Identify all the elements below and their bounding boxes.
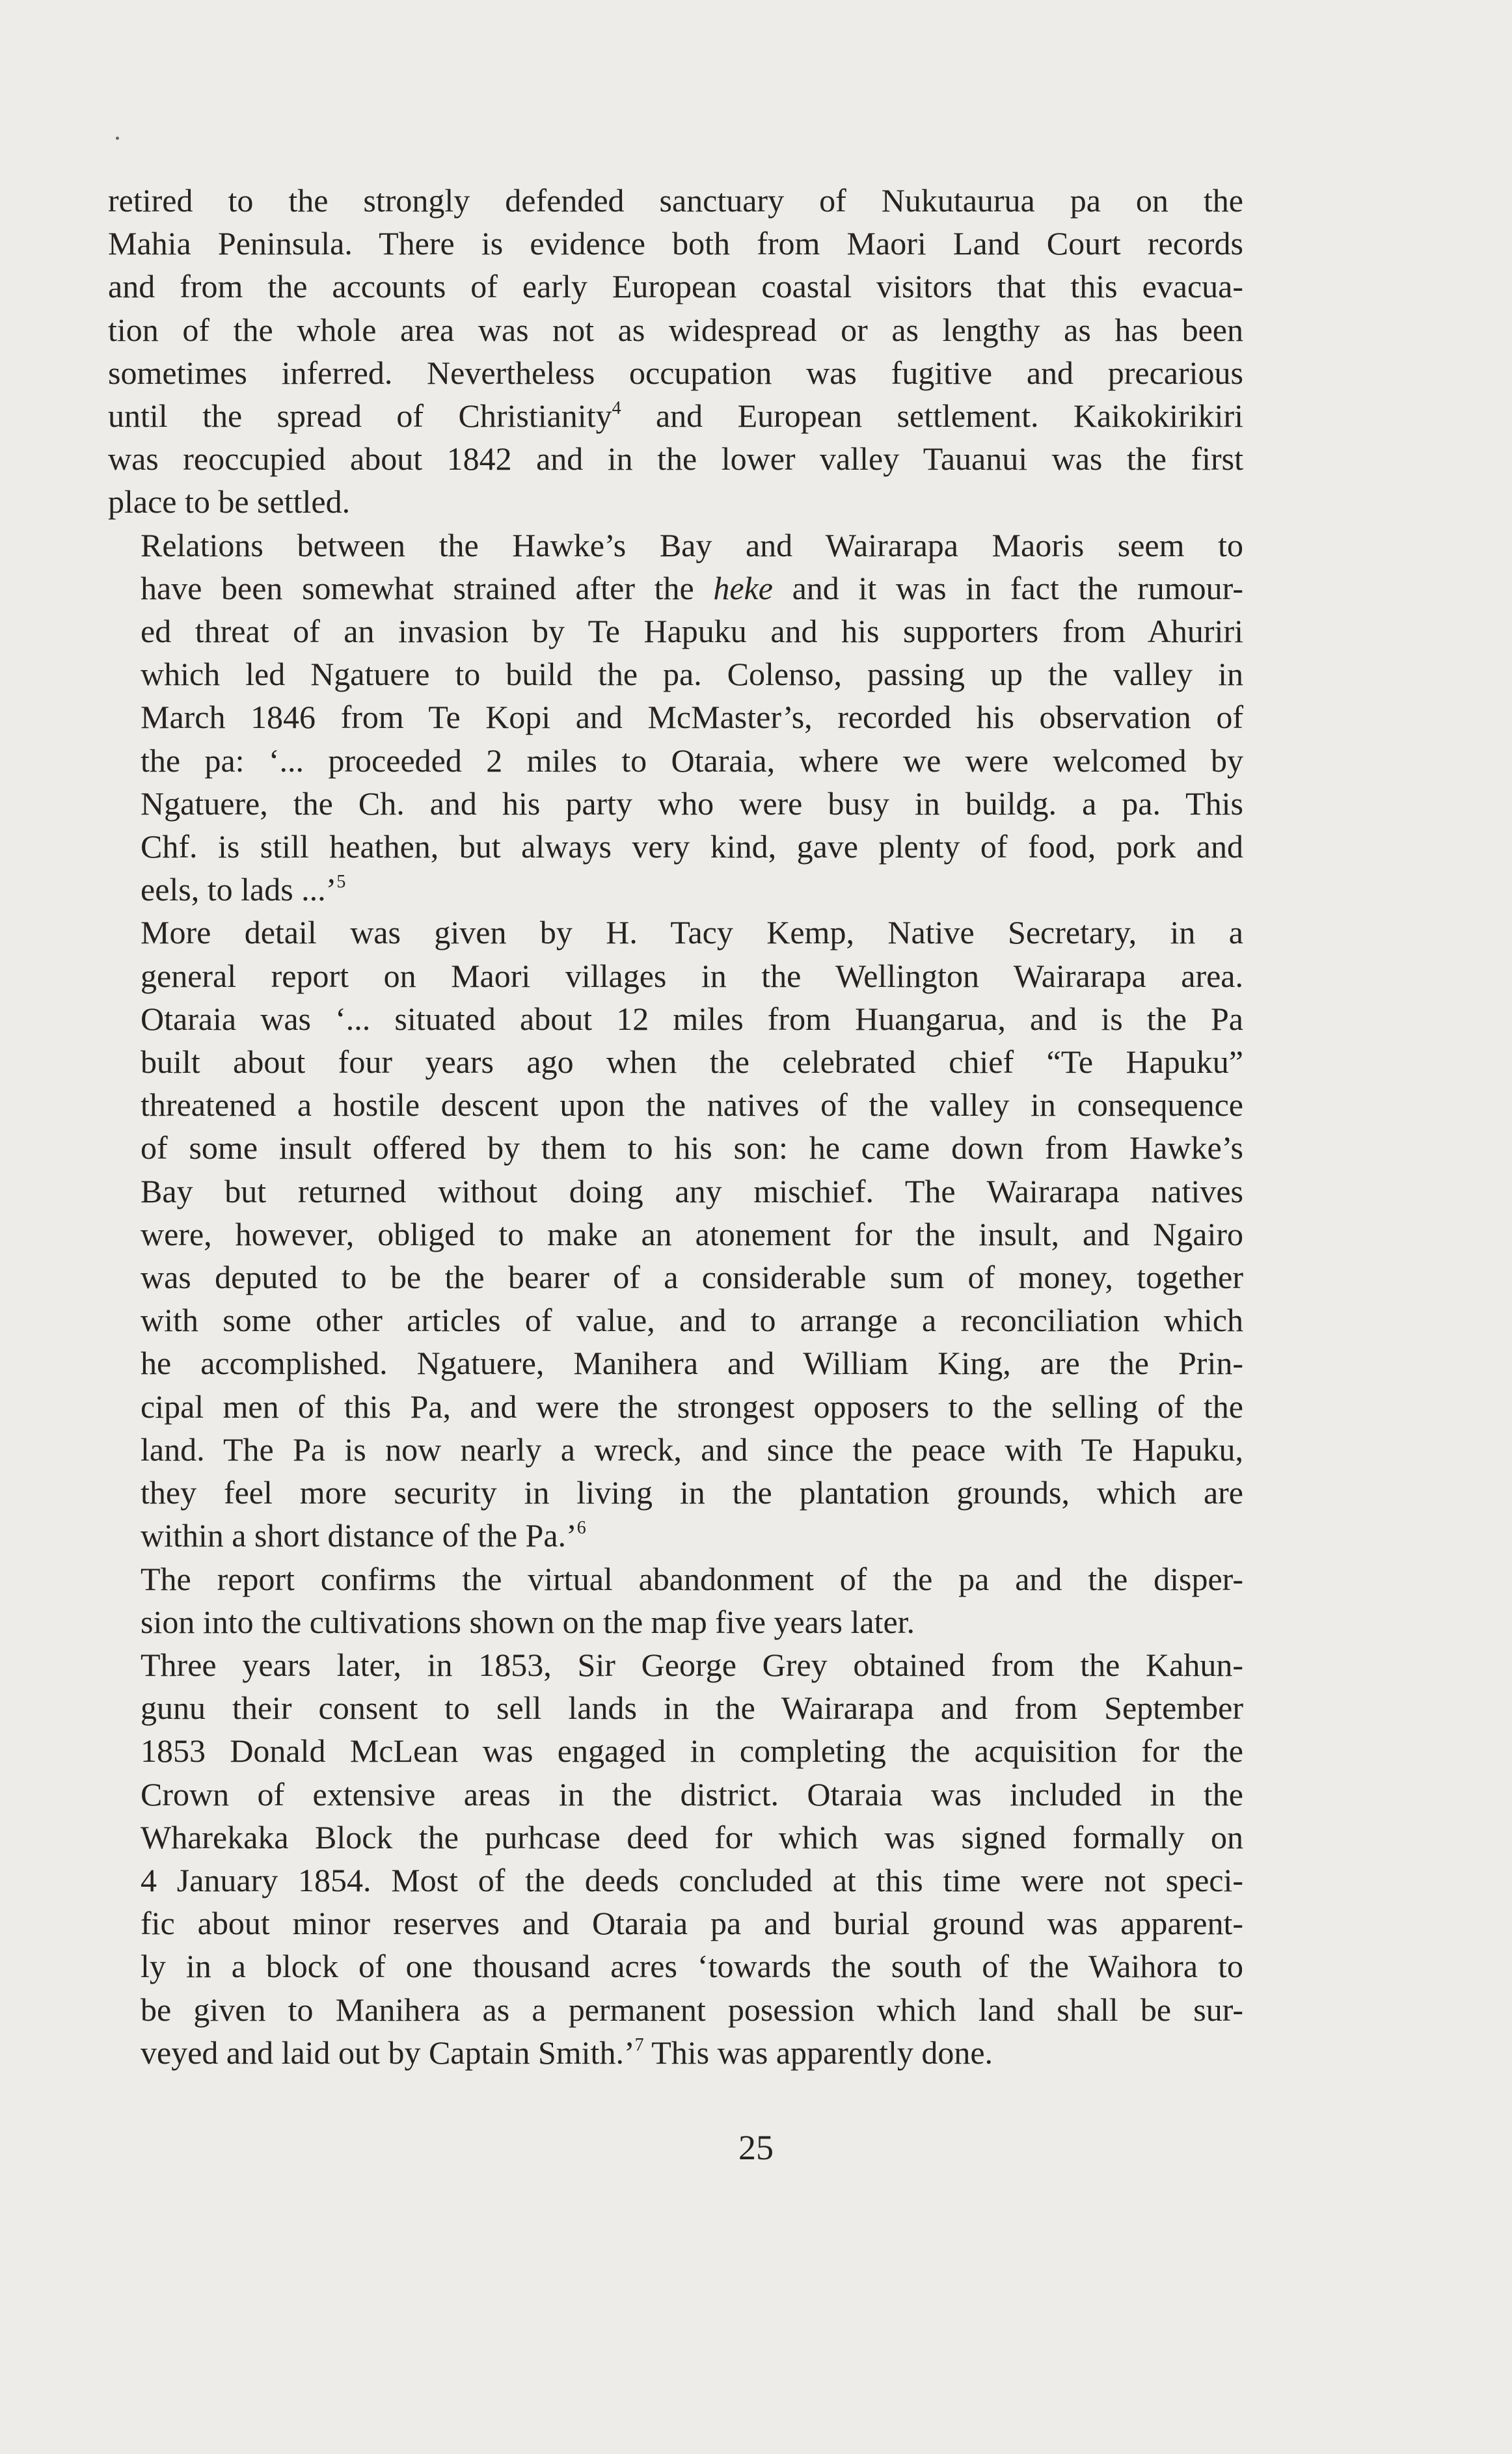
- body-text: [108, 179, 1243, 2074]
- text-line: was deputed to be the bearer of a considerable sum of money, together: [141, 1259, 1243, 1296]
- page-number: 25: [738, 2128, 774, 2167]
- text-line: March 1846 from Te Kopi and McMaster’s, recorded his observation of: [141, 699, 1243, 736]
- text-line: Wharekaka Block the purhcase deed for which was signed formally on: [141, 1818, 1243, 1855]
- text-line: the pa: ‘... proceeded 2 miles to Otaraia, where we were welcomed by: [141, 742, 1243, 779]
- text-line: which led Ngatuere to build the pa. Colenso, passing up the valley in: [141, 656, 1243, 693]
- text-line: they feel more security in living in the plantation grounds, which are: [141, 1474, 1243, 1511]
- text-line: threatened a hostile descent upon the natives of the valley in consequence: [141, 1086, 1243, 1124]
- text-line: ly in a block of one thousand acres ‘towards the south of the Waihora to: [141, 1948, 1243, 1985]
- text-line: ed threat of an invasion by Te Hapuku and his supporters from Ahuriri: [141, 613, 1243, 650]
- text-line: fic about minor reserves and Otaraia pa and burial ground was apparent-: [141, 1905, 1243, 1942]
- text-line: Bay but returned without doing any mischief. The Wairarapa natives: [141, 1172, 1243, 1209]
- text-line: was reoccupied about 1842 and in the lower valley Tauanui was the first: [108, 440, 1243, 478]
- text-line: and from the accounts of early European coastal visitors that this evacua-: [108, 268, 1243, 305]
- text-line: of some insult offered by them to his son: he came down from Hawke’s: [141, 1129, 1243, 1166]
- text-line: Relations between the Hawke’s Bay and Wairarapa Maoris seem to: [141, 526, 1243, 563]
- paragraph: [108, 1557, 1243, 1643]
- text-line: Three years later, in 1853, Sir George Grey obtained from the Kahun-: [141, 1646, 1243, 1683]
- text-line: More detail was given by H. Tacy Kemp, Native Secretary, in a: [141, 914, 1243, 951]
- text-line: retired to the strongly defended sanctuary of Nukutaurua pa on the: [108, 182, 1243, 219]
- text-line: eels, to lads ...’$^5$: [141, 871, 346, 908]
- text-line: gunu their consent to sell lands in the Wairarapa and from September: [141, 1690, 1243, 1727]
- text-line: 4 January 1854. Most of the deeds concluded at this time were not speci-: [141, 1861, 1243, 1898]
- text-line: Otaraia was ‘... situated about 12 miles from Huangarua, and is the Pa: [141, 1000, 1243, 1037]
- text-line: tion of the whole area was not as widespread or as lengthy as has been: [108, 311, 1243, 348]
- text-line: Crown of extensive areas in the district. Otaraia was included in the: [141, 1775, 1243, 1813]
- text-line: sometimes inferred. Nevertheless occupation was fugitive and precarious: [108, 354, 1243, 391]
- text-line: until the spread of Christianity$^4$ and European settlement. Kaikokirikiri: [108, 398, 1243, 435]
- paragraph: [108, 179, 1243, 524]
- text-line: within a short distance of the Pa.’$^6$: [141, 1517, 586, 1554]
- text-line: 1853 Donald McLean was engaged in completing the acquisition for the: [141, 1733, 1243, 1770]
- text-line: cipal men of this Pa, and were the strongest opposers to the selling of the: [141, 1388, 1243, 1425]
- text-line: general report on Maori villages in the Wellington Wairarapa area.: [141, 957, 1243, 994]
- paper-speck: [116, 137, 119, 140]
- paragraph: [108, 911, 1243, 1557]
- text-line: veyed and laid out by Captain Smith.’$^7$ This was apparently done.: [141, 2034, 993, 2071]
- text-line: sion into the cultivations shown on the map five years later.: [141, 1603, 915, 1640]
- text-line: The report confirms the virtual abandonment of the pa and the disper-: [141, 1560, 1243, 1597]
- text-line: be given to Manihera as a permanent posession which land shall be sur-: [141, 1991, 1243, 2028]
- paragraph: [108, 1643, 1243, 2074]
- text-line: Chf. is still heathen, but always very kind, gave plenty of food, pork and: [141, 828, 1243, 865]
- text-line: place to be settled.: [108, 483, 351, 520]
- text-line: he accomplished. Ngatuere, Manihera and William King, are the Prin-: [141, 1345, 1243, 1382]
- text-line: built about four years ago when the celebrated chief “Te Hapuku”: [141, 1044, 1243, 1081]
- text-line: land. The Pa is now nearly a wreck, and since the peace with Te Hapuku,: [141, 1431, 1243, 1468]
- text-line: with some other articles of value, and to arrange a reconciliation which: [141, 1302, 1243, 1339]
- paragraph: [108, 524, 1243, 911]
- text-line: Mahia Peninsula. There is evidence both from Maori Land Court records: [108, 225, 1243, 262]
- text-line: have been somewhat strained after the heke and it was in fact the rumour-: [141, 569, 1243, 606]
- text-line: were, however, obliged to make an atonement for the insult, and Ngairo: [141, 1215, 1243, 1252]
- text-line: Ngatuere, the Ch. and his party who were busy in buildg. a pa. This: [141, 785, 1243, 822]
